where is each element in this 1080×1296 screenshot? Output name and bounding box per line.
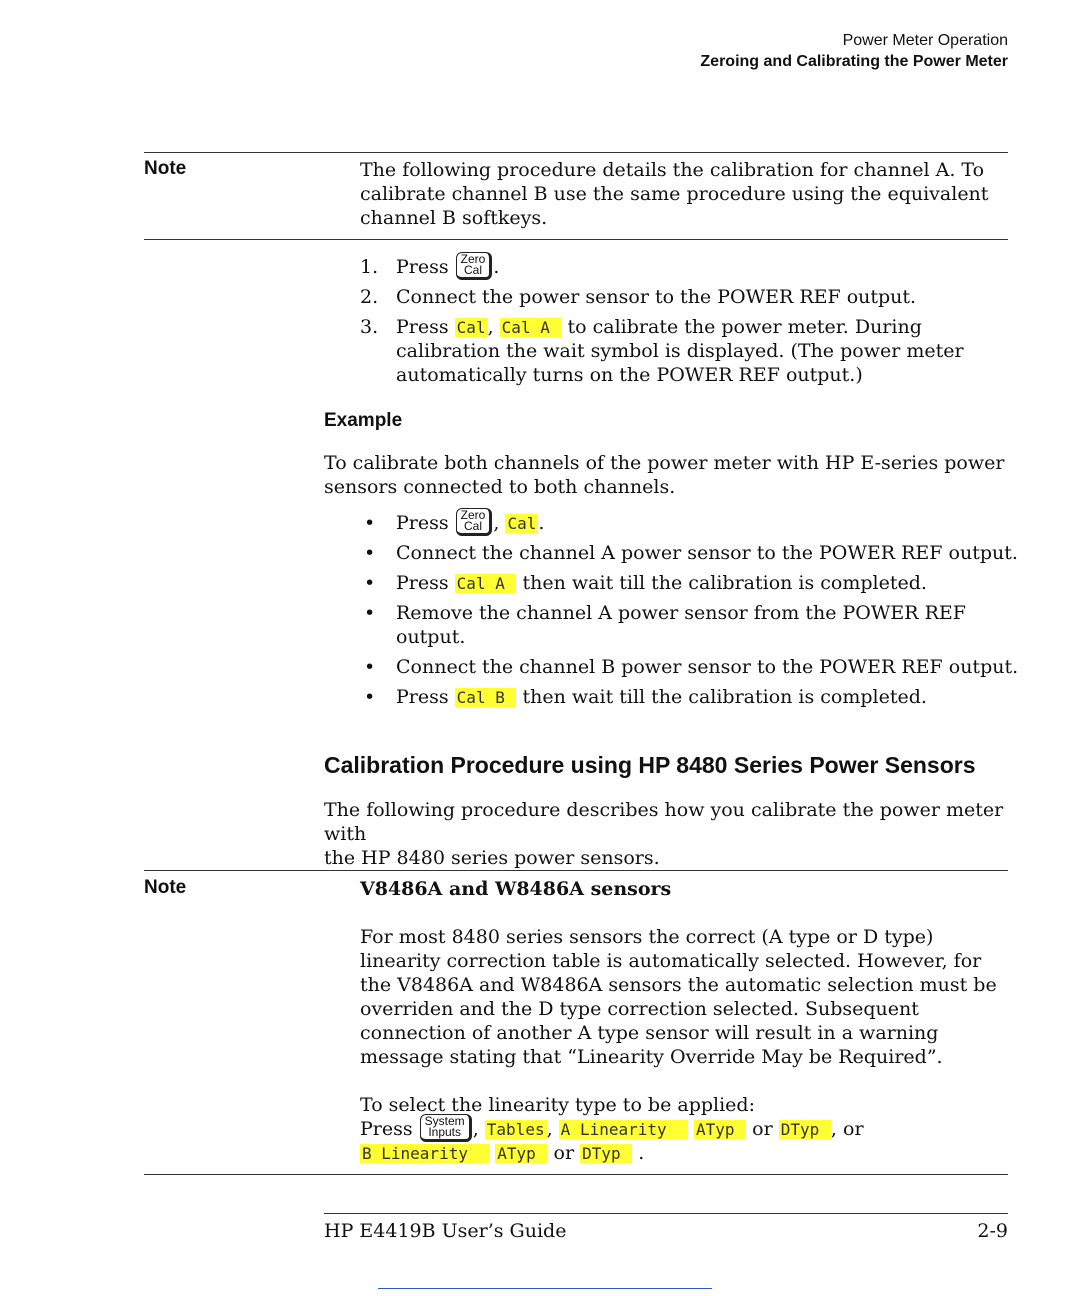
b-linearity-softkey[interactable]: B Linearity bbox=[362, 1144, 488, 1163]
example-intro: To calibrate both channels of the power meter with HP E-series power sensors connected to both channels. bbox=[324, 452, 1005, 498]
atyp-softkey[interactable]: ATyp bbox=[695, 1120, 745, 1139]
step-number: 1. bbox=[360, 256, 379, 278]
example-heading: Example bbox=[324, 410, 403, 431]
system-inputs-key[interactable]: System Inputs bbox=[420, 1114, 472, 1142]
note-line: The following procedure details the calibration for channel A. To bbox=[360, 159, 985, 181]
note-top-rule bbox=[144, 152, 1008, 153]
footer-rule bbox=[324, 1213, 1008, 1214]
note-line: linearity correction table is automatically selected. However, for bbox=[360, 950, 982, 972]
cal-softkey[interactable]: Cal bbox=[456, 318, 486, 337]
note-line: connection of another A type sensor will result in a warning bbox=[360, 1022, 939, 1044]
cal-a-softkey[interactable]: Cal A bbox=[456, 574, 515, 593]
step-number: 3. bbox=[360, 316, 379, 338]
bullet: • bbox=[364, 602, 376, 624]
note-label: Note bbox=[144, 877, 187, 898]
running-header-section: Zeroing and Calibrating the Power Meter bbox=[700, 53, 1008, 70]
section-intro: The following procedure describes how you calibrate the power meter with the HP 8480 series power sensors. bbox=[324, 799, 1004, 869]
cal-b-softkey[interactable]: Cal B bbox=[456, 688, 515, 707]
page-number: 2-9 bbox=[977, 1220, 1008, 1242]
zero-cal-key[interactable]: Zero Cal bbox=[456, 252, 493, 280]
step-text: calibration the wait symbol is displayed. (The power meter bbox=[396, 340, 964, 362]
note-line: the V8486A and W8486A sensors the automatic selection must be bbox=[360, 974, 997, 996]
atyp-softkey[interactable]: ATyp bbox=[497, 1144, 546, 1163]
note-line: For most 8480 series sensors the correct (A type or D type) bbox=[360, 926, 934, 948]
note-title: V8486A and W8486A sensors bbox=[360, 878, 672, 900]
bullet: • bbox=[364, 572, 376, 594]
note-top-rule bbox=[144, 870, 1008, 871]
bullet-text: output. bbox=[396, 626, 466, 648]
bullet: • bbox=[364, 542, 376, 564]
note-label: Note bbox=[144, 158, 187, 179]
note-line: overriden and the D type correction selected. Subsequent bbox=[360, 998, 919, 1020]
note-key-sequence: B Linearity ATyp or DTyp . bbox=[362, 1142, 645, 1164]
note-line: message stating that “Linearity Override May be Required”. bbox=[360, 1046, 943, 1068]
tables-softkey[interactable]: Tables bbox=[486, 1120, 545, 1139]
note-bottom-rule bbox=[144, 1174, 1008, 1175]
dtyp-softkey[interactable]: DTyp bbox=[582, 1144, 631, 1163]
note-line: channel B softkeys. bbox=[360, 207, 548, 229]
step-number: 2. bbox=[360, 286, 379, 308]
note-key-sequence: Press System Inputs , Tables , A Linearity ATyp or DTyp , or bbox=[360, 1114, 864, 1140]
step-text: automatically turns on the POWER REF output.) bbox=[396, 364, 863, 386]
note-line: To select the linearity type to be applied: bbox=[360, 1094, 755, 1116]
footer-title: HP E4419B User’s Guide bbox=[324, 1220, 567, 1242]
bullet: • bbox=[364, 512, 376, 534]
step-text: Connect the power sensor to the POWER REF output. bbox=[396, 286, 917, 308]
bullet-text: Connect the channel B power sensor to the POWER REF output. bbox=[396, 656, 1019, 678]
bullet-text: Remove the channel A power sensor from the POWER REF bbox=[396, 602, 966, 624]
cal-a-softkey[interactable]: Cal A bbox=[501, 318, 560, 337]
cal-softkey[interactable]: Cal bbox=[507, 514, 537, 533]
bottom-link-rule bbox=[378, 1288, 712, 1289]
bullet: • bbox=[364, 686, 376, 708]
note-line: calibrate channel B use the same procedure using the equivalent bbox=[360, 183, 989, 205]
zero-cal-key[interactable]: Zero Cal bbox=[456, 508, 493, 536]
dtyp-softkey[interactable]: DTyp bbox=[780, 1120, 829, 1139]
note-body bbox=[360, 925, 1000, 1069]
bullet: • bbox=[364, 656, 376, 678]
section-heading: Calibration Procedure using HP 8480 Series Power Sensors bbox=[324, 752, 976, 778]
note-bottom-rule bbox=[144, 239, 1008, 240]
bullet-text: Connect the channel A power sensor to the POWER REF output. bbox=[396, 542, 1018, 564]
running-header-chapter: Power Meter Operation bbox=[842, 32, 1008, 49]
a-linearity-softkey[interactable]: A Linearity bbox=[560, 1120, 686, 1139]
note-body bbox=[360, 158, 1000, 230]
